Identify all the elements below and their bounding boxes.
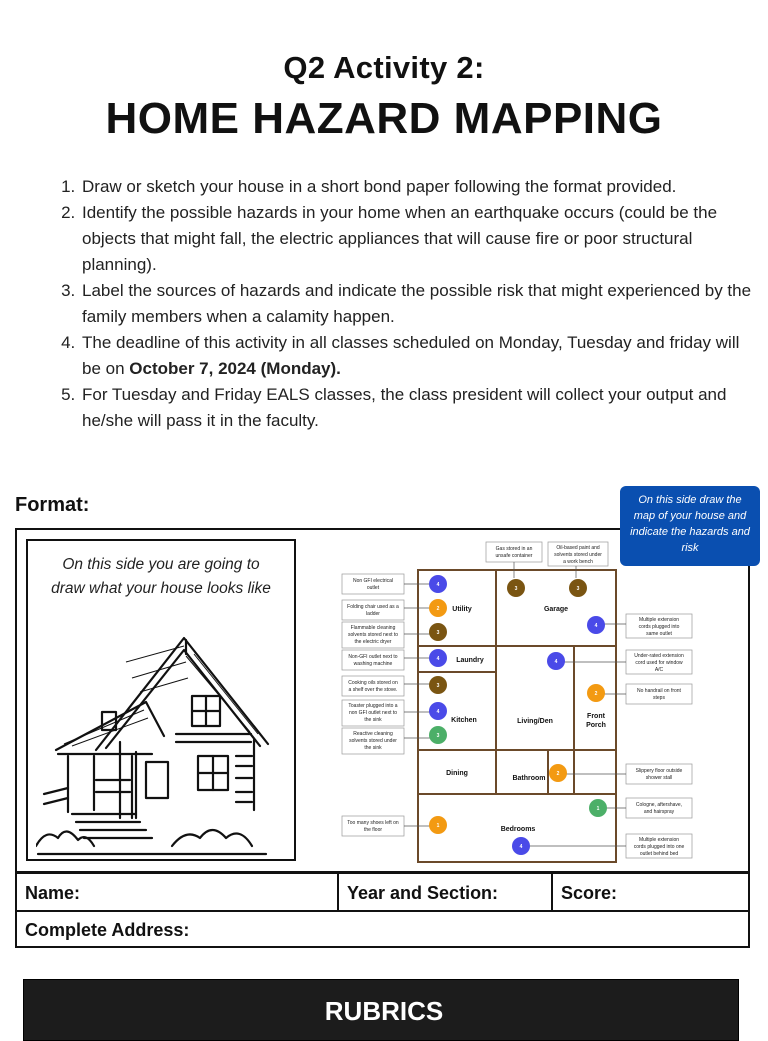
hazard-note: Flammable cleaning (350, 625, 396, 631)
hazard-note: same outlet (646, 631, 672, 637)
room-label-front-porch: Porch (586, 722, 606, 729)
room-label-utility: Utility (452, 606, 472, 613)
hazard-marker-label: 2 (436, 606, 440, 612)
room-label-front-porch: Front (587, 713, 605, 720)
deadline-day: Monday (266, 359, 331, 378)
hazard-marker-label: 2 (594, 691, 598, 697)
hazard-note: cord used for window (635, 660, 683, 666)
hazard-marker-label: 1 (596, 806, 600, 812)
name-label: Name: (25, 883, 81, 903)
hazard-note: Folding chair used as a (347, 604, 399, 610)
hazard-note: Cooking oils stored on (348, 680, 398, 686)
hazard-note: and hairspray (643, 809, 675, 815)
hazard-note: Multiple extension (638, 837, 680, 843)
hazard-note: Cologne, aftershave, (635, 802, 683, 808)
room-label-dining: Dining (446, 770, 468, 777)
hazard-note: solvents stored under (349, 738, 397, 744)
hazard-note: washing machine (353, 661, 393, 667)
hazard-marker-label: 3 (436, 683, 440, 689)
room-label-garage: Garage (543, 606, 569, 613)
hazard-note: ladder (366, 611, 380, 617)
instructions-list (62, 174, 760, 434)
hazard-note: Oil-based paint and (556, 545, 600, 551)
hazard-marker-label: 4 (436, 656, 440, 662)
deadline-date: October 7, 2024 (129, 359, 256, 378)
hazard-note: the floor (363, 827, 383, 833)
score-label: Score: (561, 883, 618, 903)
floor-plan (336, 538, 696, 868)
hazard-note: Too many shoes left on (347, 820, 399, 826)
hazard-marker-label: 3 (514, 586, 518, 592)
room-label-laundry: Laundry (456, 657, 484, 664)
hazard-marker-label: 4 (554, 659, 558, 665)
rubrics-title: RUBRICS (324, 996, 444, 1026)
hazard-marker-label: 4 (594, 623, 598, 629)
address-row (15, 910, 750, 948)
hazard-note: A/C (654, 667, 664, 673)
room-label-bedrooms: Bedrooms (500, 826, 536, 833)
year-section-field[interactable] (339, 874, 551, 910)
address-field[interactable] (17, 912, 748, 946)
house-sketch (36, 632, 272, 858)
room-label-bathroom: Bathroom (512, 775, 546, 782)
hazard-note: solvents stored under (554, 552, 602, 558)
address-label: Complete Address: (25, 920, 190, 940)
hazard-note: Non GFI electrical (352, 578, 394, 584)
hazard-marker-label: 4 (519, 844, 523, 850)
hazard-note: cords plugged into (638, 624, 680, 630)
instruction-item (80, 330, 760, 382)
hazard-marker-label: 3 (436, 630, 440, 636)
hazard-note: Slippery floor outside (635, 768, 683, 774)
hazard-note: shower stall (645, 775, 673, 781)
deadline-open-paren: ( (255, 359, 267, 378)
hazard-note: outlet behind bed (639, 851, 679, 857)
instruction-item: 2. Identify the possible hazards in your home when an earthquake occurs (could be the objects that might fall, the electric appliances that will cause fire or poor structural planning). (80, 200, 760, 278)
hazard-note: Toaster plugged into a (348, 703, 398, 709)
hazard-note: Non-GFI outlet next to (348, 654, 398, 660)
hazard-marker-label: 2 (556, 771, 560, 777)
hazard-note: Reactive cleaning (353, 731, 393, 737)
hazard-note: the sink (364, 745, 382, 751)
hazard-marker-label: 1 (436, 823, 440, 829)
year-section-label: Year and Section: (347, 883, 499, 903)
hazard-marker-label: 3 (436, 733, 440, 739)
hazard-note: a shelf over the stove. (348, 687, 398, 693)
hazard-note: No handrail on front (637, 688, 681, 694)
hazard-marker-label: 4 (436, 709, 440, 715)
room-label-living: Living/Den (517, 718, 553, 725)
page-title: HOME HAZARD MAPPING (105, 94, 663, 143)
hazard-note: the electric dryer (354, 639, 392, 645)
instruction-item: 1. Draw or sketch your house in a short bond paper following the format provided. (80, 174, 760, 200)
map-callout: On this side draw the map of your house and indicate the hazards and risk (620, 486, 760, 566)
hazard-note: non GFI outlet next to (348, 710, 398, 716)
name-field[interactable] (17, 874, 337, 910)
hazard-note: outlet (366, 585, 380, 591)
hazard-note: solvents stored next to (347, 632, 399, 638)
hazard-note: the sink (364, 717, 382, 723)
score-field[interactable] (553, 874, 748, 910)
student-info-row (15, 872, 750, 912)
instruction-item: 3. Label the sources of hazards and indicate the possible risk that might experienced by the family members when a calamity happen. (80, 278, 760, 330)
hazard-note: steps (653, 695, 665, 701)
hazard-marker-label: 4 (436, 582, 440, 588)
format-label: Format: (15, 494, 90, 516)
room-label-kitchen: Kitchen (451, 717, 477, 724)
hazard-note: cords plugged into one (633, 844, 685, 850)
deadline-close-paren: ). (330, 359, 341, 378)
hazard-note: Multiple extension (638, 617, 680, 623)
hazard-note: Under-rated extension (634, 653, 684, 659)
hazard-marker-label: 3 (576, 586, 580, 592)
hazard-note: unsafe container (495, 553, 533, 559)
hazard-note: a work bench (563, 559, 593, 565)
instruction-item: 5. For Tuesday and Friday EALS classes, the class president will collect your output and he/she will pass it in the faculty. (80, 382, 760, 434)
activity-subtitle: Q2 Activity 2: (283, 50, 485, 85)
hazard-note: Gas stored in an (495, 546, 533, 552)
house-instruction: On this side you are going to draw what your house looks like (51, 556, 271, 597)
deadline-text: The deadline of this activity in all classes scheduled on Monday, Tuesday and friday will be on (82, 333, 740, 378)
